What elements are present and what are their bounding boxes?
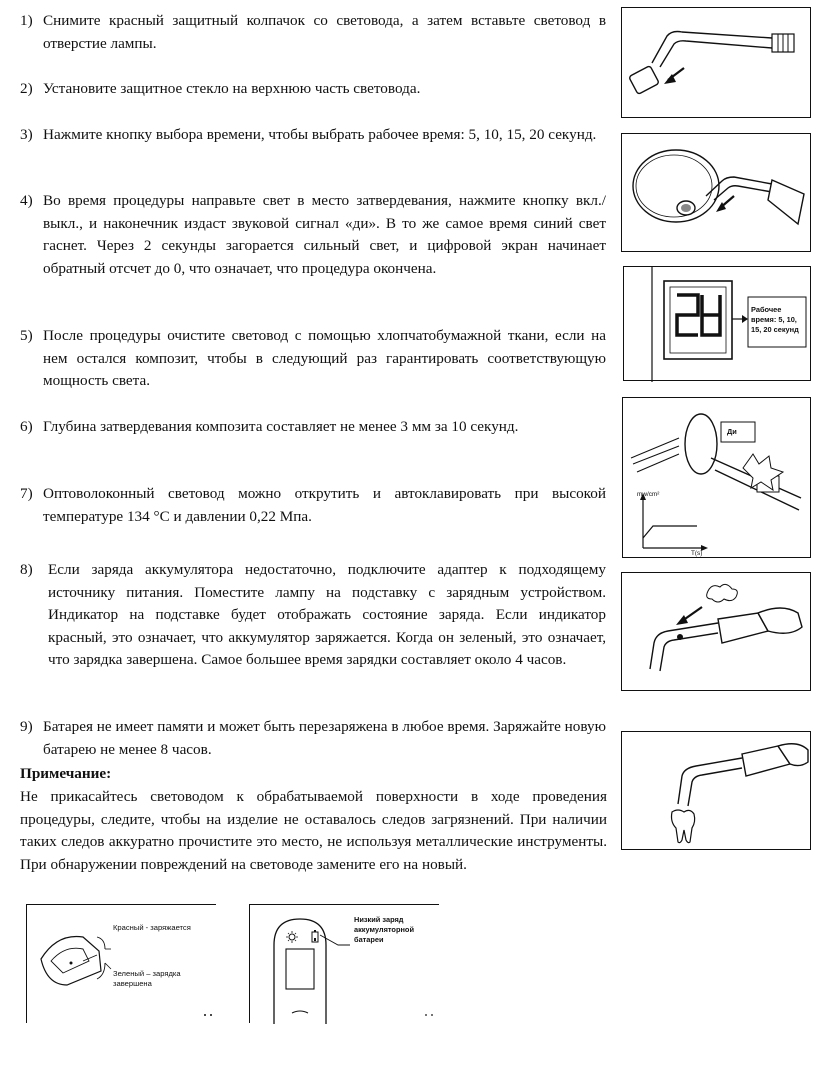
step-4 (20, 190, 606, 280)
note-title: Примечание: (20, 765, 112, 782)
step-number: 9) (20, 718, 33, 735)
step-text: Нажмите кнопку выбора времени, чтобы выбрать рабочее время: 5, 10, 15, 20 секунд. (43, 126, 597, 143)
step-number: 2) (20, 80, 33, 97)
timer-label: Рабочее время: 5, 10, 15, 20 секунд (751, 305, 799, 334)
charger-green-label: Зеленый – зарядка завершена (113, 969, 181, 988)
step-number: 6) (20, 418, 33, 435)
step-number: 1) (20, 12, 33, 29)
figure-light-guide-cap (621, 7, 811, 118)
figure-low-battery (249, 904, 439, 1023)
step-1 (20, 10, 606, 55)
step-text: Во время процедуры направьте свет в место затвердевания, нажмите кнопку вкл./выкл., и наконечник издаст звуковой сигнал «ди». В то же самое время синий свет гаснет. Через 2 секунды загорается сильный свет, и цифровой экран начинает обратный отсчет до 0, что означает, что процедура окончена. (43, 192, 606, 277)
step-number: 4) (20, 192, 33, 209)
step-number: 5) (20, 327, 33, 344)
step-number: 7) (20, 485, 33, 502)
step-6 (20, 416, 606, 439)
graph-x-label: T(s) (691, 550, 703, 557)
guide-insertion-illustration (622, 134, 812, 253)
step-2 (20, 78, 606, 101)
curing-graph-illustration (623, 398, 812, 559)
step-text: Если заряда аккумулятора недостаточно, подключите адаптер к подходящему источнику питания. Поместите лампу на подставку с зарядным устройством. Индикатор на подставке будет отображать состояние заряда. Если индикатор красный, это означает, что аккумулятор заряжается. Когда он зеленый, это означает, что зарядка завершена. Самое большее время зарядки составляет около 4 часов. (48, 561, 606, 669)
step-8 (20, 559, 606, 672)
step-3 (20, 124, 606, 147)
step-text: После процедуры очистите световод с помощью хлопчатобумажной ткани, если на нем остался композит, чтобы в следующий раз гарантировать соответствующую мощность света. (43, 327, 606, 390)
step-number: 8) (20, 561, 33, 578)
step-text: Глубина затвердевания композита составляет не менее 3 мм за 10 секунд. (43, 418, 519, 435)
step-text: Снимите красный защитный колпачок со световода, а затем вставьте световод в отверстие лампы. (43, 12, 606, 52)
charger-red-label: Красный - заряжается (113, 923, 191, 932)
step-text: Батарея не имеет памяти и может быть перезаряжена в любое время. Заряжайте новую батарею не менее 8 часов. (43, 718, 606, 758)
step-text: Установите защитное стекло на верхнюю часть световода. (43, 80, 421, 97)
beep-label: Ди (727, 427, 737, 436)
graph-y-label: mw/cm² (637, 491, 660, 498)
figure-charger-indicator (26, 904, 216, 1023)
step-text: Оптоволоконный световод можно открутить и автоклавировать при высокой температуре 134 °C и давлении 0,22 Мпа. (43, 485, 606, 525)
figure-tooth (621, 731, 811, 850)
charging-illustration (622, 573, 812, 692)
step-number: 3) (20, 126, 33, 143)
step-7 (20, 483, 606, 528)
low-battery-label: Низкий заряд аккумуляторной батареи (354, 915, 414, 944)
figure-timer-display (623, 266, 811, 381)
step-9 (20, 716, 606, 761)
tooth-illustration (622, 732, 812, 851)
figure-guide-insertion (621, 133, 811, 252)
note-text: Не прикасайтесь световодом к обрабатываемой поверхности в ходе проведения процедуры, следите, чтобы на изделие не оставалось следов загрязнений. При наличии таких следов аккуратно прочистите это место, не используя металлические инструменты. При обнаружении повреждений на световоде замените его на новый. (20, 788, 607, 873)
figure-charging (621, 572, 811, 691)
light-guide-cap-illustration (622, 8, 812, 119)
step-5 (20, 325, 606, 393)
figure-curing-graph (622, 397, 811, 558)
